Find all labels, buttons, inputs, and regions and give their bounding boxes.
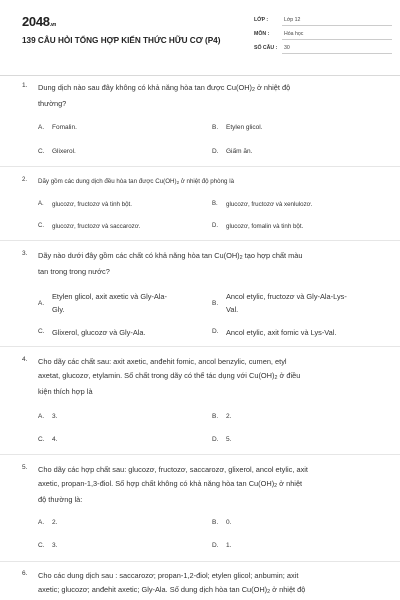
option-text: Glixerol. bbox=[52, 148, 76, 155]
option-letter: D. bbox=[212, 148, 219, 155]
question-stem: Cho dãy các chất sau: axit axetic, anđehit fomic, ancol benzylic, cumen, etyl axetat, glucozơ, etylamin. Số chất trong dãy có thể tác dụng với $Cu(OH)_2$ ở điều kiện thích hợp là bbox=[38, 357, 301, 397]
option-text: 4. bbox=[52, 436, 58, 443]
option-letter: A. bbox=[38, 413, 45, 420]
option-letter: A. bbox=[38, 124, 45, 131]
question-stem: Dãy nào dưới đây gồm các chất có khả năng hòa $\tan Cu(OH)_2$ tạo hợp chất màu tan trong trong nước? bbox=[38, 251, 303, 277]
question-divider bbox=[0, 561, 400, 562]
question-stem: Dãy gồm các dung dịch đều hòa tan được $Cu(OH)_2$ ở nhiệt độ phòng là bbox=[38, 178, 235, 185]
question-stem: Dung dịch nào sau đây không có khả năng hòa tan được $Cu(OH)_2$ ở nhiệt độ thường? bbox=[38, 83, 291, 109]
option-text: glucozơ, fructozơ và tinh bột. bbox=[52, 201, 132, 208]
option-text: Etylen glicol. bbox=[226, 124, 263, 131]
option-letter: C. bbox=[38, 436, 45, 443]
option-letter: D. bbox=[212, 542, 219, 549]
option-letter: A. bbox=[38, 519, 45, 526]
option-text: Ancol etylic, fructozơ và Gly-Ala-Lys- Val. bbox=[226, 292, 347, 314]
question-number: 6. bbox=[22, 570, 28, 577]
meta-divider bbox=[282, 39, 392, 40]
meta-class-label: LỚP : bbox=[254, 17, 269, 23]
option-text: 3. bbox=[52, 542, 58, 549]
option-text: 0. bbox=[226, 519, 232, 526]
option-letter: D. bbox=[212, 223, 218, 229]
option-letter: A. bbox=[38, 300, 45, 307]
question-number: 5. bbox=[22, 464, 28, 471]
question-divider bbox=[0, 346, 400, 347]
option-text: Ancol etylic, axit fomic và Lys-Val. bbox=[226, 328, 337, 337]
option-letter: B. bbox=[212, 519, 219, 526]
meta-divider bbox=[282, 25, 392, 26]
question-number: 4. bbox=[22, 356, 28, 363]
question-number: 1. bbox=[22, 82, 28, 89]
option-text: Fomalin. bbox=[52, 124, 77, 131]
option-text: glucozơ, fructozơ và xenlulozơ. bbox=[226, 201, 313, 208]
option-letter: B. bbox=[212, 413, 219, 420]
option-letter: C. bbox=[38, 542, 45, 549]
meta-count-label: SỐ CÂU : bbox=[254, 45, 278, 51]
option-text: 1. bbox=[226, 542, 232, 549]
meta-class-value: Lớp 12 bbox=[284, 17, 301, 23]
header-divider bbox=[0, 75, 400, 76]
option-letter: B. bbox=[212, 300, 219, 307]
logo-main: 2048 bbox=[22, 14, 50, 29]
option-text: glucozơ, fructozơ và saccarozơ. bbox=[52, 223, 141, 230]
option-letter: C. bbox=[38, 148, 45, 155]
option-letter: C. bbox=[38, 328, 45, 335]
option-text: 5. bbox=[226, 436, 232, 443]
option-text: Etylen glicol, axit axetic và Gly-Ala- Gly. bbox=[52, 292, 168, 314]
option-letter: A. bbox=[38, 201, 44, 207]
meta-count-value: 30 bbox=[284, 45, 290, 51]
question-divider bbox=[0, 240, 400, 241]
meta-subject-value: Hóa học bbox=[284, 31, 304, 37]
site-logo[interactable] bbox=[22, 14, 56, 29]
option-text: Glixerol, glucozơ và Gly-Ala. bbox=[52, 328, 146, 337]
option-text: 3. bbox=[52, 413, 58, 420]
meta-divider bbox=[282, 53, 392, 54]
option-text: 2. bbox=[52, 519, 58, 526]
option-letter: D. bbox=[212, 328, 219, 335]
question-stem: Cho dãy các hợp chất sau: glucozơ, fructozơ, saccarozơ, glixerol, ancol etylic, axit axetic, propan-1,3-điol. Số hợp chất không có khả năng hòa $\tan Cu(OH)_2$ ở nhiệt độ thường là: bbox=[38, 465, 308, 505]
question-divider bbox=[0, 166, 400, 167]
document-title: 139 CÂU HỎI TỔNG HỢP KIẾN THỨC HỮU CƠ (P4) bbox=[22, 36, 221, 45]
option-letter: D. bbox=[212, 436, 219, 443]
document-header bbox=[0, 0, 400, 76]
question-number: 2. bbox=[22, 177, 28, 183]
option-text: 2. bbox=[226, 413, 232, 420]
question-stem: Cho các dung dịch sau : saccarozơ; propan-1,2-điol; etylen glicol; anbumin; axit axetic; glucozơ; anđehit axetic; Gly-Ala. Số dung dịch hòa $\tan Cu(OH)_2$ ở nhiệt độ bbox=[38, 571, 306, 596]
question-divider bbox=[0, 454, 400, 455]
meta-subject-label: MÔN : bbox=[254, 31, 270, 37]
option-letter: B. bbox=[212, 201, 218, 207]
question-number: 3. bbox=[22, 250, 28, 257]
option-text: Giấm ăn. bbox=[226, 148, 253, 155]
option-letter: B. bbox=[212, 124, 219, 131]
option-letter: C. bbox=[38, 223, 44, 229]
logo-suffix: .vn bbox=[49, 22, 57, 28]
option-text: glucozơ, fomalin và tinh bột. bbox=[226, 223, 304, 230]
